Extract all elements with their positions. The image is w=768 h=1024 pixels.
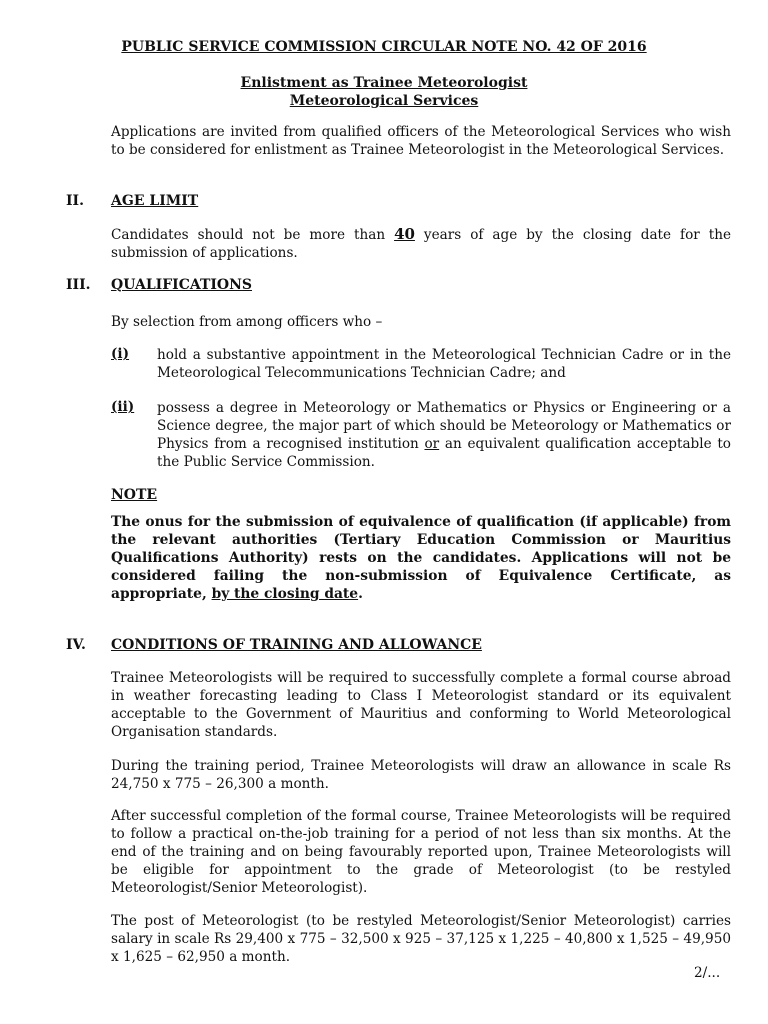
section-heading-training: CONDITIONS OF TRAINING AND ALLOWANCE — [111, 637, 482, 653]
note-closing-date: by the closing date — [211, 586, 359, 602]
note-heading: NOTE — [111, 487, 158, 503]
post-title: Enlistment as Trainee Meteorologist — [240, 75, 528, 91]
training-paragraph-4: The post of Meteorologist (to be restyled Meteorologist/Senior Meteorologist) carries salary in scale Rs 29,400 x 775 – 32,500 x 925 – 37,125 x 1,225 – 40,800 x 1,525 – 49,950 x 1,625 – 62,950 a month. — [111, 913, 731, 965]
note-text: The onus for the submission of equivalence of qualification (if applicable) from the relevant authorities (Tertiary Education Commission or Mauritius Qualifications Authority) rests on the candidates. Applications will not be considered failing the non-submission of Equivalence Certificate, as appropriate, — [111, 514, 731, 602]
section-number-qualifications: III. — [66, 277, 91, 293]
training-paragraph-2: During the training period, Trainee Meteorologists will draw an allowance in scale Rs 24,750 x 775 – 26,300 a month. — [111, 758, 731, 792]
training-paragraph-3: After successful completion of the formal course, Trainee Meteorologists will be required to follow a practical on-the-job training for a period of not less than six months. At the end of the training and on being favourably reported upon, Trainee Meteorologists will be eligible for appointment to the grade of Meteorologist (to be restyled Meteorologist/Senior Meteorologist). — [111, 808, 731, 896]
section-heading-age: AGE LIMIT — [111, 193, 199, 209]
qualification-item-label-1: (i) — [111, 346, 130, 362]
note-body — [111, 513, 731, 603]
qualification-item-text-2-pre: possess a degree in Meteorology or Mathematics or Physics or Engineering or a Science degree, the major part of which should be Meteorology or Mathematics or Physics from a recognised institution — [157, 400, 731, 452]
department-title: Meteorological Services — [289, 93, 479, 109]
qualifications-lead: By selection from among officers who – — [111, 314, 383, 330]
qualification-item-text-2 — [157, 399, 731, 471]
circular-title: PUBLIC SERVICE COMMISSION CIRCULAR NOTE NO. 42 OF 2016 — [121, 39, 647, 55]
age-text-pre: Candidates should not be more than — [111, 227, 395, 243]
section-number-age: II. — [66, 193, 84, 209]
qualification-item-text-1: hold a substantive appointment in the Meteorological Technician Cadre or in the Meteorological Telecommunications Technician Cadre; and — [157, 347, 731, 381]
page-continuation: 2/... — [694, 965, 721, 981]
section-heading-qualifications: QUALIFICATIONS — [111, 277, 253, 293]
qualification-or-underlined: or — [424, 436, 440, 452]
training-paragraph-1: Trainee Meteorologists will be required to successfully complete a formal course abroad in weather forecasting leading to Class I Meteorologist standard or its equivalent acceptable to the Government of Mauritius and conforming to World Meteorological Organisation standards. — [111, 670, 731, 740]
age-paragraph — [111, 225, 731, 262]
intro-paragraph: Applications are invited from qualified officers of the Meteorological Services who wish to be considered for enlistment as Trainee Meteorologist in the Meteorological Services. — [111, 124, 731, 158]
qualification-item-label-2: (ii) — [111, 399, 135, 415]
age-text-post: years of age by the closing date for the submission of applications. — [111, 227, 731, 261]
qualification-item-text-2-post: an equivalent qualification acceptable to the Public Service Commission. — [157, 436, 731, 470]
age-limit-value: 40 — [394, 225, 415, 243]
section-number-training: IV. — [66, 637, 86, 653]
note-end: . — [358, 586, 363, 602]
